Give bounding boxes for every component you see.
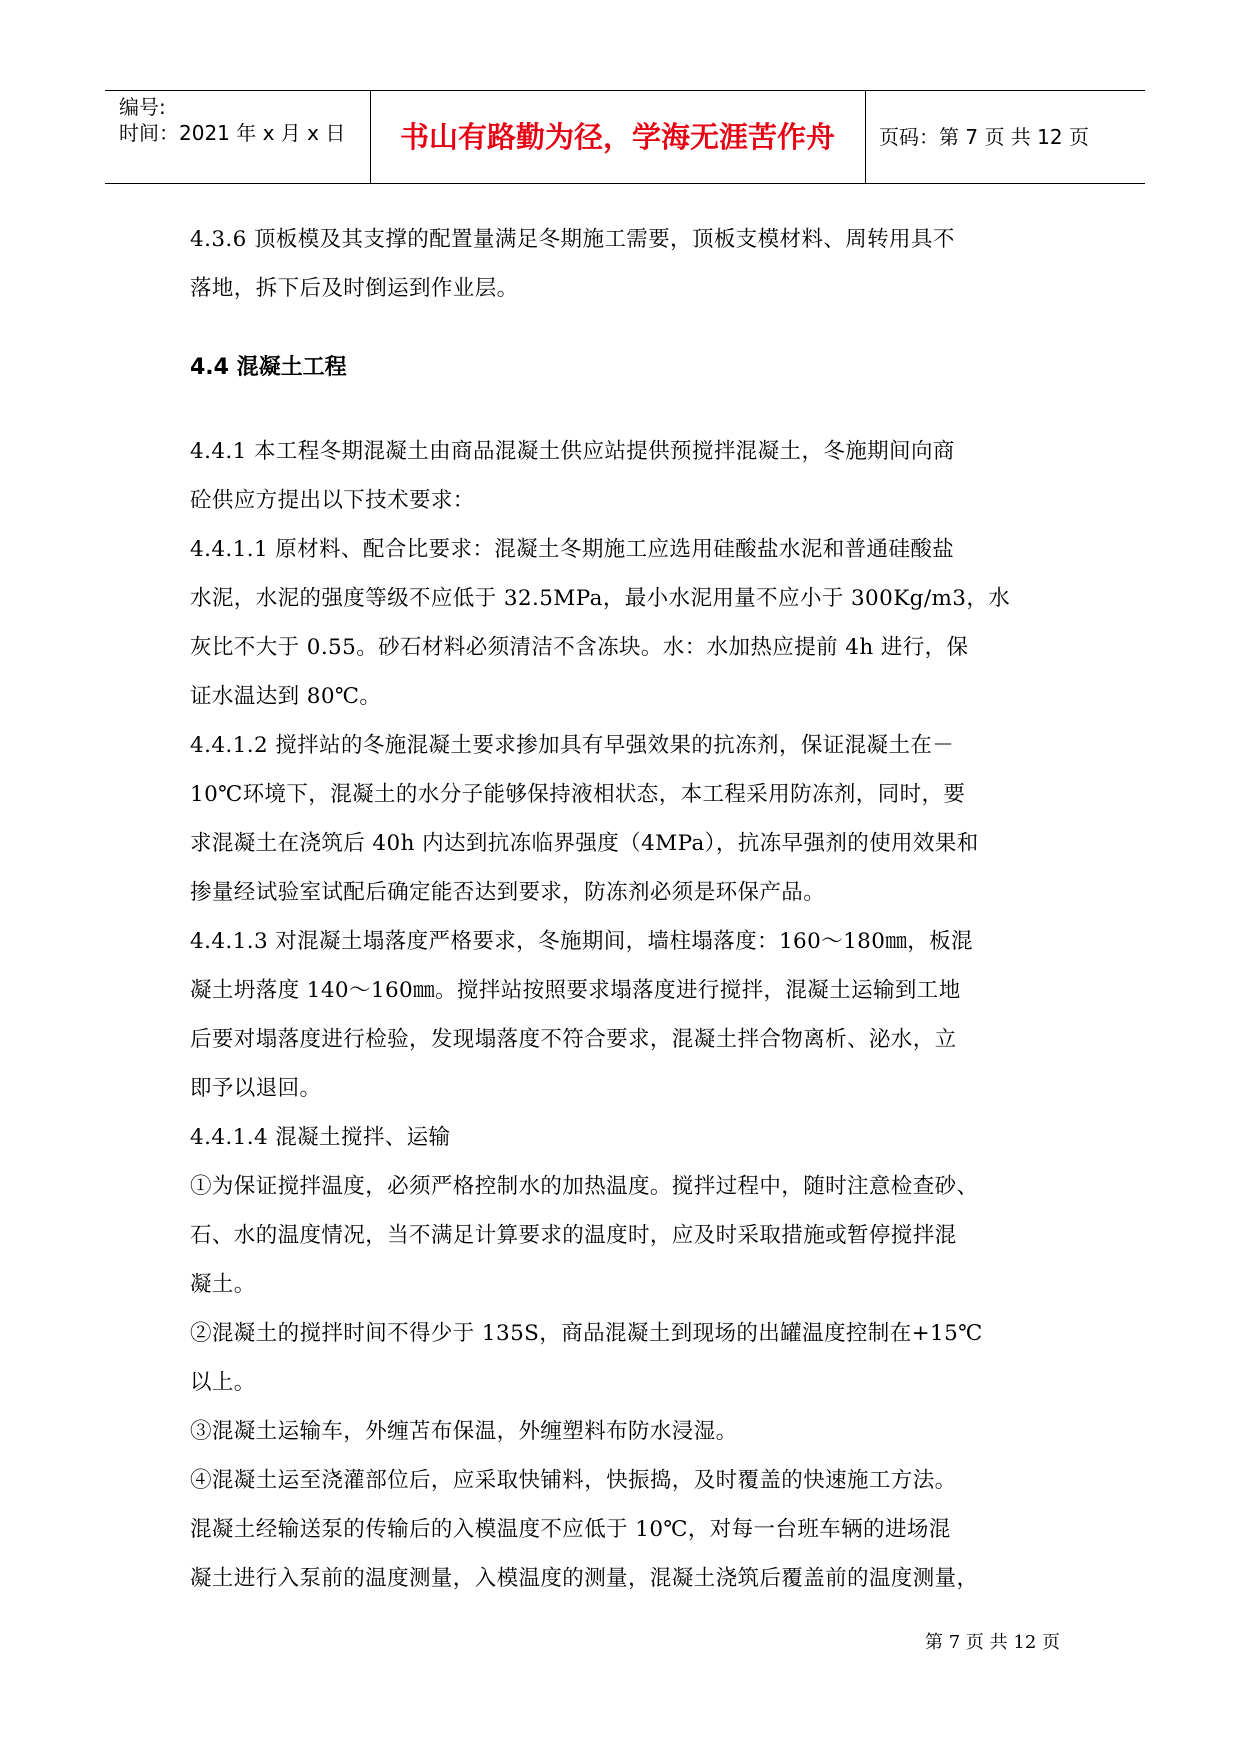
- para-line: 砼供应方提出以下技术要求：: [190, 488, 475, 513]
- header-page-cell: [865, 91, 1145, 183]
- para-line: 即予以退回。: [190, 1076, 322, 1101]
- page-code: 页码：第 7 页 共 12 页: [879, 125, 1089, 149]
- para-line: 4.4.1.2 搅拌站的冬施混凝土要求掺加具有早强效果的抗冻剂，保证混凝土在－: [190, 733, 955, 758]
- para-line: ④混凝土运至浇灌部位后，应采取快铺料，快振捣，及时覆盖的快速施工方法。: [190, 1468, 957, 1493]
- para-line: 10℃环境下，混凝土的水分子能够保持液相状态，本工程采用防冻剂，同时，要: [190, 782, 966, 807]
- para-line: 4.3.6 顶板模及其支撑的配置量满足冬期施工需要，顶板支模材料、周转用具不: [190, 227, 955, 252]
- para-line: 掺量经试验室试配后确定能否达到要求，防冻剂必须是环保产品。: [190, 880, 826, 905]
- para-line: 水泥，水泥的强度等级不应低于 32.5MPa，最小水泥用量不应小于 300Kg/m3，水: [190, 586, 1011, 611]
- motto-text: 书山有路勤为径，学海无涯苦作舟: [399, 120, 835, 154]
- para-line: 4.4.1.1 原材料、配合比要求：混凝土冬期施工应选用硅酸盐水泥和普通硅酸盐: [190, 537, 955, 562]
- para-line: 以上。: [190, 1370, 256, 1395]
- para-line: 落地，拆下后及时倒运到作业层。: [190, 276, 519, 301]
- document-body: [190, 215, 1060, 1603]
- page-footer: 第 7 页 共 12 页: [925, 1632, 1060, 1653]
- para-line: 凝土。: [190, 1272, 256, 1297]
- para-line: 石、水的温度情况，当不满足计算要求的温度时，应及时采取措施或暂停搅拌混: [190, 1223, 957, 1248]
- para-line: 灰比不大于 0.55。砂石材料必须清洁不含冻块。水：水加热应提前 4h 进行，保: [190, 635, 969, 660]
- header-info-cell: [105, 91, 371, 183]
- para-line: ③混凝土运输车，外缠苫布保温，外缠塑料布防水浸湿。: [190, 1419, 738, 1444]
- para-line: 4.4.1 本工程冬期混凝土由商品混凝土供应站提供预搅拌混凝土，冬施期间向商: [190, 439, 955, 464]
- para-line: 混凝土经输送泵的传输后的入模温度不应低于 10℃，对每一台班车辆的进场混: [190, 1517, 951, 1542]
- para-line: 后要对塌落度进行检验，发现塌落度不符合要求，混凝土拌合物离析、泌水，立: [190, 1027, 957, 1052]
- page-header: [105, 90, 1145, 184]
- para-line: ②混凝土的搅拌时间不得少于 135S，商品混凝土到现场的出罐温度控制在+15℃: [190, 1321, 983, 1346]
- para-line: ①为保证搅拌温度，必须严格控制水的加热温度。搅拌过程中，随时注意检查砂、: [190, 1174, 979, 1199]
- section-heading: 4.4 混凝土工程: [190, 355, 347, 380]
- para-line: 凝土进行入泵前的温度测量，入模温度的测量，混凝土浇筑后覆盖前的温度测量，: [190, 1566, 979, 1591]
- para-line: 凝土坍落度 140～160㎜。搅拌站按照要求塌落度进行搅拌，混凝土运输到工地: [190, 978, 961, 1003]
- para-line: 4.4.1.4 混凝土搅拌、运输: [190, 1125, 451, 1150]
- para-line: 求混凝土在浇筑后 40h 内达到抗冻临界强度（4MPa），抗冻早强剂的使用效果和: [190, 831, 979, 856]
- header-motto-cell: [370, 91, 866, 183]
- para-line: 4.4.1.3 对混凝土塌落度严格要求，冬施期间，墙柱塌落度：160～180㎜，板混: [190, 929, 973, 954]
- time-label: 时间：2021 年 x 月 x 日: [119, 121, 346, 145]
- serial-label: 编号:: [119, 95, 166, 119]
- para-line: 证水温达到 80℃。: [190, 684, 382, 709]
